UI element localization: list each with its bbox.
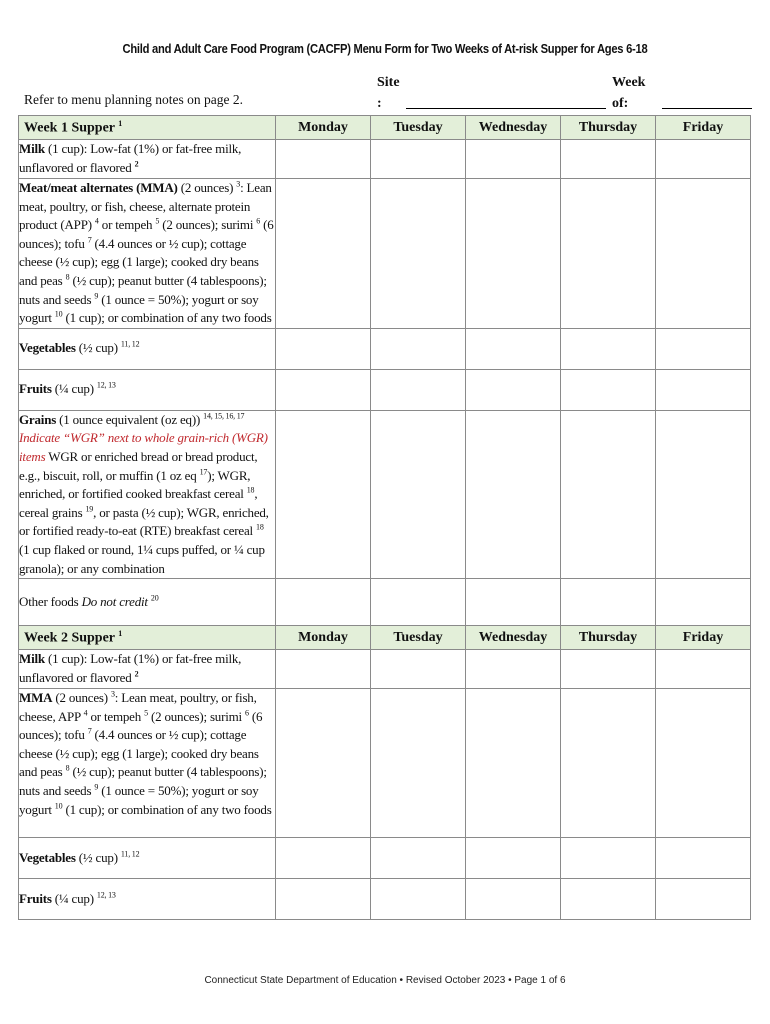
cell-input[interactable] <box>371 838 466 879</box>
vegetables-description: Vegetables (½ cup) $^{11, 12}$ <box>19 838 276 879</box>
week-2-header <box>19 626 276 650</box>
week-1-milk-row <box>19 140 751 179</box>
cell-input[interactable] <box>561 689 656 838</box>
week-1-vegetables-row <box>19 328 751 369</box>
vegetables-description: Vegetables (½ cup) $^{11, 12}$ <box>19 328 276 369</box>
milk-description: Milk (1 cup): Low-fat (1%) or fat-free milk, unflavored or flavored $^2$ <box>19 140 276 179</box>
cell-input[interactable] <box>466 579 561 626</box>
cell-input[interactable] <box>656 650 751 689</box>
cell-input[interactable] <box>466 650 561 689</box>
cell-input[interactable] <box>276 179 371 329</box>
week-1-header <box>19 116 276 140</box>
week-2-vegetables-row <box>19 838 751 879</box>
cell-input[interactable] <box>276 369 371 410</box>
day-tuesday: Tuesday <box>371 626 466 650</box>
cell-input[interactable] <box>276 328 371 369</box>
week-2-fruits-row <box>19 879 751 920</box>
cell-input[interactable] <box>371 369 466 410</box>
cell-input[interactable] <box>561 369 656 410</box>
site-field[interactable] <box>406 108 606 109</box>
cell-input[interactable] <box>656 410 751 578</box>
cell-input[interactable] <box>276 879 371 920</box>
week-1-other-foods-row <box>19 579 751 626</box>
cell-input[interactable] <box>276 689 371 838</box>
grains-description: Grains (1 ounce equivalent (oz eq)) $^{14, 15, 16, 17}$ Indicate “WGR” next to whole grain-rich (WGR) items WGR or enriched bread or bread product, e.g., biscuit, roll, or muffin (1 oz eq $^{17}$); WGR, enriched, or fortified cooked breakfast cereal $^{18}$, cereal grains $^{19}$, or pasta (½ cup); WGR, enriched, or fortified ready-to-eat (RTE) breakfast cereal $^{18}$ (1 cup flaked or round, 1¼ cups puffed, or ¼ cup granola); or any combination <box>19 410 276 578</box>
menu-planning-note: Refer to menu planning notes on page 2. <box>24 92 243 107</box>
cell-input[interactable] <box>656 838 751 879</box>
cell-input[interactable] <box>561 179 656 329</box>
week-2-title: Week 2 Supper <box>24 630 115 646</box>
cell-input[interactable] <box>656 369 751 410</box>
cell-input[interactable] <box>466 328 561 369</box>
day-wednesday: Wednesday <box>466 626 561 650</box>
week-1-title-footnote: 1 <box>118 118 123 128</box>
day-friday: Friday <box>656 116 751 140</box>
cell-input[interactable] <box>561 328 656 369</box>
week-2-menu-table <box>18 625 751 920</box>
cell-input[interactable] <box>561 879 656 920</box>
page-footer: Connecticut State Department of Education • Revised October 2023 • Page 1 of 6 <box>204 975 566 986</box>
day-tuesday: Tuesday <box>371 116 466 140</box>
week-1-menu-table <box>18 115 751 626</box>
cell-input[interactable] <box>656 689 751 838</box>
day-friday: Friday <box>656 626 751 650</box>
week-of-label <box>612 72 645 114</box>
fruits-description: Fruits (¼ cup) $^{12, 13}$ <box>19 369 276 410</box>
cell-input[interactable] <box>561 838 656 879</box>
week-1-mma-row <box>19 179 751 329</box>
cell-input[interactable] <box>371 140 466 179</box>
week-1-fruits-row <box>19 369 751 410</box>
cell-input[interactable] <box>276 140 371 179</box>
milk-description: Milk (1 cup): Low-fat (1%) or fat-free milk, unflavored or flavored $^2$ <box>19 650 276 689</box>
cell-input[interactable] <box>371 650 466 689</box>
cell-input[interactable] <box>276 410 371 578</box>
other-foods-description: Other foods Do not credit $^{20}$ <box>19 579 276 626</box>
mma-description: Meat/meat alternates (MMA) (2 ounces) $^3$: Lean meat, poultry, or fish, cheese, alternate protein product (APP) $^4$ or tempeh $^5$ (2 ounces); surimi $^6$ (6 ounces); tofu $^7$ (4.4 ounces or ½ cup); cottage cheese (½ cup); egg (1 large); cooked dry beans and peas $^8$ (½ cup); peanut butter (4 tablespoons); nuts and seeds $^9$ (1 ounce = 50%); yogurt or soy yogurt $^{10}$ (1 cup); or combination of any two foods <box>19 179 276 329</box>
cell-input[interactable] <box>656 179 751 329</box>
cell-input[interactable] <box>276 579 371 626</box>
day-monday: Monday <box>276 116 371 140</box>
day-thursday: Thursday <box>561 626 656 650</box>
cell-input[interactable] <box>371 179 466 329</box>
week-2-mma-row <box>19 689 751 838</box>
week-1-grains-row <box>19 410 751 578</box>
cell-input[interactable] <box>561 140 656 179</box>
cell-input[interactable] <box>466 179 561 329</box>
day-thursday: Thursday <box>561 116 656 140</box>
cell-input[interactable] <box>466 140 561 179</box>
fruits-description: Fruits (¼ cup) $^{12, 13}$ <box>19 879 276 920</box>
week-2-header-row <box>19 626 751 650</box>
cell-input[interactable] <box>276 838 371 879</box>
wgr-instruction: Indicate “WGR” next to whole grain-rich (WGR) items <box>19 430 268 464</box>
cell-input[interactable] <box>466 689 561 838</box>
cell-input[interactable] <box>371 879 466 920</box>
cell-input[interactable] <box>466 410 561 578</box>
week-2-title-footnote: 1 <box>118 628 123 638</box>
week-1-header-row <box>19 116 751 140</box>
cell-input[interactable] <box>276 650 371 689</box>
cell-input[interactable] <box>371 328 466 369</box>
cell-input[interactable] <box>466 369 561 410</box>
cell-input[interactable] <box>656 140 751 179</box>
form-title: Child and Adult Care Food Program (CACFP) Menu Form for Two Weeks of At-risk Supper for Ages 6-18 <box>122 41 648 56</box>
site-label-colon: : <box>377 96 382 111</box>
cell-input[interactable] <box>371 410 466 578</box>
week-label-text: Week <box>612 75 646 90</box>
cell-input[interactable] <box>656 579 751 626</box>
cell-input[interactable] <box>656 328 751 369</box>
day-wednesday: Wednesday <box>466 116 561 140</box>
week-of-text: of: <box>612 96 629 111</box>
cell-input[interactable] <box>371 689 466 838</box>
cell-input[interactable] <box>561 410 656 578</box>
mma-description: MMA (2 ounces) $^3$: Lean meat, poultry, or fish, cheese, APP $^4$ or tempeh $^5$ (2 ounces); surimi $^6$ (6 ounces); tofu $^7$ (4.4 ounces or ½ cup); cottage cheese (½ cup); egg (1 large); cooked dry beans and peas $^8$ (½ cup); peanut butter (4 tablespoons); nuts and seeds $^9$ (1 ounce = 50%); yogurt or soy yogurt $^{10}$ (1 cup); or combination of any two foods <box>19 689 276 838</box>
cell-input[interactable] <box>466 838 561 879</box>
cell-input[interactable] <box>466 879 561 920</box>
site-label <box>377 72 400 114</box>
week-of-field[interactable] <box>662 108 752 109</box>
cell-input[interactable] <box>656 879 751 920</box>
cell-input[interactable] <box>561 650 656 689</box>
week-2-milk-row <box>19 650 751 689</box>
day-monday: Monday <box>276 626 371 650</box>
site-label-text: Site <box>377 75 400 90</box>
week-1-title: Week 1 Supper <box>24 120 115 136</box>
cell-input[interactable] <box>561 579 656 626</box>
cell-input[interactable] <box>371 579 466 626</box>
